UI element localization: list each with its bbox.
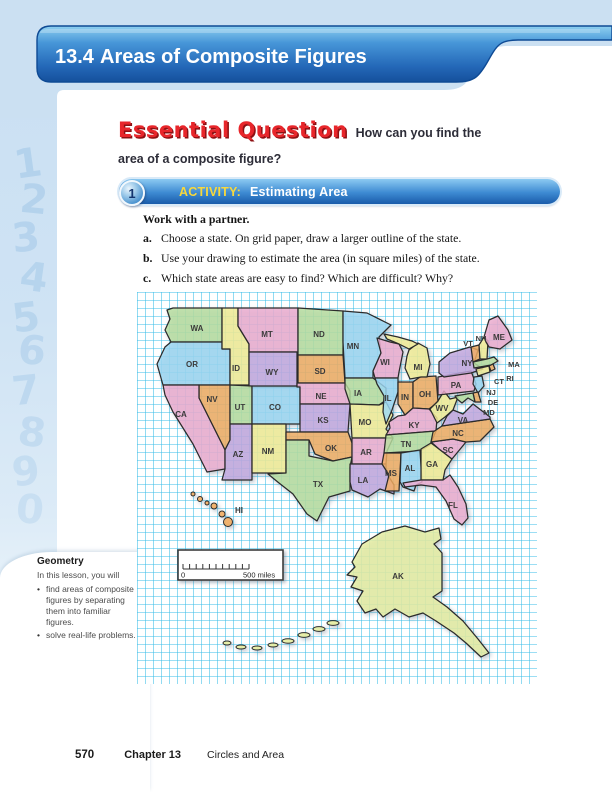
- work-item-text: Choose a state. On grid paper, draw a larger outline of the state.: [161, 231, 462, 245]
- state-HI-island: [224, 518, 233, 527]
- state-HI-island: [211, 503, 217, 509]
- bullet-icon: •: [37, 584, 40, 594]
- activity-number-badge: 1: [119, 180, 145, 206]
- margin-number: 2: [17, 175, 51, 225]
- essential-question-text: How can you find the area of a composite figure?: [118, 126, 482, 166]
- state-label-AR: AR: [360, 448, 372, 457]
- state-label-WI: WI: [380, 358, 390, 367]
- scale-label: 500 miles: [243, 570, 276, 580]
- state-label-OK: OK: [325, 444, 337, 453]
- us-map: [137, 292, 537, 684]
- state-label-NH: NH: [475, 334, 487, 343]
- margin-number: 3: [9, 213, 43, 263]
- work-item: [143, 231, 563, 246]
- margin-number: 1: [10, 139, 45, 189]
- state-label-TX: TX: [312, 480, 324, 489]
- sidebar-bullet-text: find areas of composite figures by separating them into familiar figures.: [46, 584, 134, 628]
- state-AK-aleutian-island: [223, 641, 231, 645]
- sidebar-bullet-text: solve real-life problems.: [46, 630, 136, 641]
- state-label-IL: IL: [384, 394, 392, 403]
- state-AK-aleutian-island: [282, 639, 294, 643]
- state-label-SD: SD: [314, 367, 326, 376]
- lesson-number: 13.4: [55, 46, 94, 68]
- state-label-MS: MS: [385, 469, 397, 478]
- sidebar-intro: In this lesson, you will: [37, 570, 120, 580]
- state-AK-aleutian-island: [327, 621, 339, 626]
- margin-number: 6: [15, 326, 49, 376]
- state-label-GA: GA: [426, 460, 438, 469]
- work-item-text: Which state areas are easy to find? Which are difficult? Why?: [161, 270, 454, 285]
- state-label-MN: MN: [346, 342, 360, 351]
- state-AK-aleutian-island: [268, 643, 278, 647]
- state-label-WA: WA: [190, 324, 204, 333]
- state-label-NJ: NJ: [486, 388, 496, 397]
- work-item-list: [143, 231, 563, 286]
- state-HI-island: [219, 511, 225, 517]
- state-label-CA: CA: [175, 410, 187, 419]
- state-label-DE: DE: [487, 398, 499, 407]
- state-label-IN: IN: [401, 393, 409, 402]
- state-label-ME: ME: [493, 333, 505, 342]
- work-item: [143, 271, 563, 286]
- state-label-OR: OR: [186, 360, 198, 369]
- state-label-UT: UT: [234, 403, 246, 412]
- state-label-MT: MT: [261, 330, 273, 339]
- sidebar-bullet: [37, 630, 137, 641]
- state-label-MI: MI: [413, 363, 423, 372]
- header-bar-highlight: [40, 29, 600, 33]
- state-label-MD: MD: [483, 408, 495, 417]
- state-label-AK: AK: [392, 572, 404, 581]
- bullet-icon: •: [37, 630, 40, 641]
- footer-page-number: 570: [75, 749, 95, 761]
- sidebar-bullet-list: [37, 584, 137, 641]
- activity-title: Estimating Area: [249, 184, 348, 199]
- sidebar-heading: Geometry: [37, 556, 84, 567]
- activity-label: ACTIVITY:: [179, 184, 241, 199]
- footer-chapter-title: Circles and Area: [207, 749, 285, 761]
- margin-number: 7: [9, 366, 43, 416]
- margin-number: 0: [13, 485, 47, 535]
- state-label-PA: PA: [450, 381, 462, 390]
- scale-zero: 0: [181, 570, 186, 580]
- map-scale-bar: [178, 550, 283, 580]
- footer-chapter: Chapter 13: [124, 749, 182, 761]
- state-label-NE: NE: [315, 392, 327, 401]
- state-label-NY: NY: [461, 359, 473, 368]
- state-HI-island: [205, 501, 209, 505]
- margin-number: 9: [9, 447, 43, 497]
- work-item-letter: b.: [143, 250, 153, 265]
- state-label-NM: NM: [261, 447, 275, 456]
- state-AK-aleutian-island: [252, 646, 262, 650]
- state-label-LA: LA: [357, 476, 369, 485]
- state-label-AL: AL: [404, 464, 416, 473]
- state-label-MO: MO: [358, 418, 372, 427]
- work-item-letter: c.: [143, 270, 152, 285]
- page-footer: [75, 749, 284, 761]
- state-HI-island: [198, 497, 203, 502]
- essential-question-block: [118, 114, 506, 171]
- state-label-VA: VA: [457, 416, 469, 425]
- state-label-HI: HI: [235, 506, 243, 515]
- state-label-IA: IA: [354, 389, 362, 398]
- state-label-WY: WY: [265, 368, 279, 377]
- state-label-CT: CT: [494, 377, 504, 386]
- state-AK-aleutian-island: [298, 633, 310, 638]
- state-HI-island: [191, 492, 195, 496]
- essential-question-heading: Essential Question: [118, 118, 348, 142]
- state-label-WV: WV: [435, 404, 449, 413]
- state-label-NC: NC: [452, 429, 464, 438]
- state-label-RI: RI: [506, 374, 514, 383]
- state-label-NV: NV: [206, 395, 218, 404]
- state-AK-aleutian-island: [236, 645, 246, 649]
- state-AK-aleutian-island: [313, 627, 325, 632]
- work-item: [143, 251, 563, 266]
- state-label-ID: ID: [232, 364, 240, 373]
- sidebar-bullet: [37, 584, 137, 628]
- state-label-OH: OH: [419, 390, 431, 399]
- state-label-ND: ND: [313, 330, 325, 339]
- lesson-sidebar: [37, 556, 137, 643]
- state-label-SC: SC: [442, 446, 454, 455]
- work-intro: Work with a partner.: [143, 212, 250, 226]
- state-label-CO: CO: [269, 403, 281, 412]
- margin-number: 5: [9, 293, 43, 343]
- state-label-MA: MA: [508, 360, 520, 369]
- work-item-text: Use your drawing to estimate the area (in square miles) of the state.: [161, 250, 480, 265]
- activity-banner: [119, 179, 560, 204]
- work-item-letter: a.: [143, 231, 152, 245]
- state-label-TN: TN: [400, 440, 412, 449]
- state-label-KS: KS: [317, 416, 329, 425]
- lesson-header: [0, 0, 612, 118]
- state-label-KY: KY: [408, 421, 420, 430]
- state-label-AZ: AZ: [232, 450, 244, 459]
- margin-number: 4: [16, 253, 51, 303]
- state-label-FL: FL: [448, 501, 458, 510]
- work-instructions: [143, 212, 563, 290]
- page-title: Areas of Composite Figures: [100, 46, 367, 68]
- margin-number: 8: [15, 408, 49, 458]
- state-label-VT: VT: [463, 339, 473, 348]
